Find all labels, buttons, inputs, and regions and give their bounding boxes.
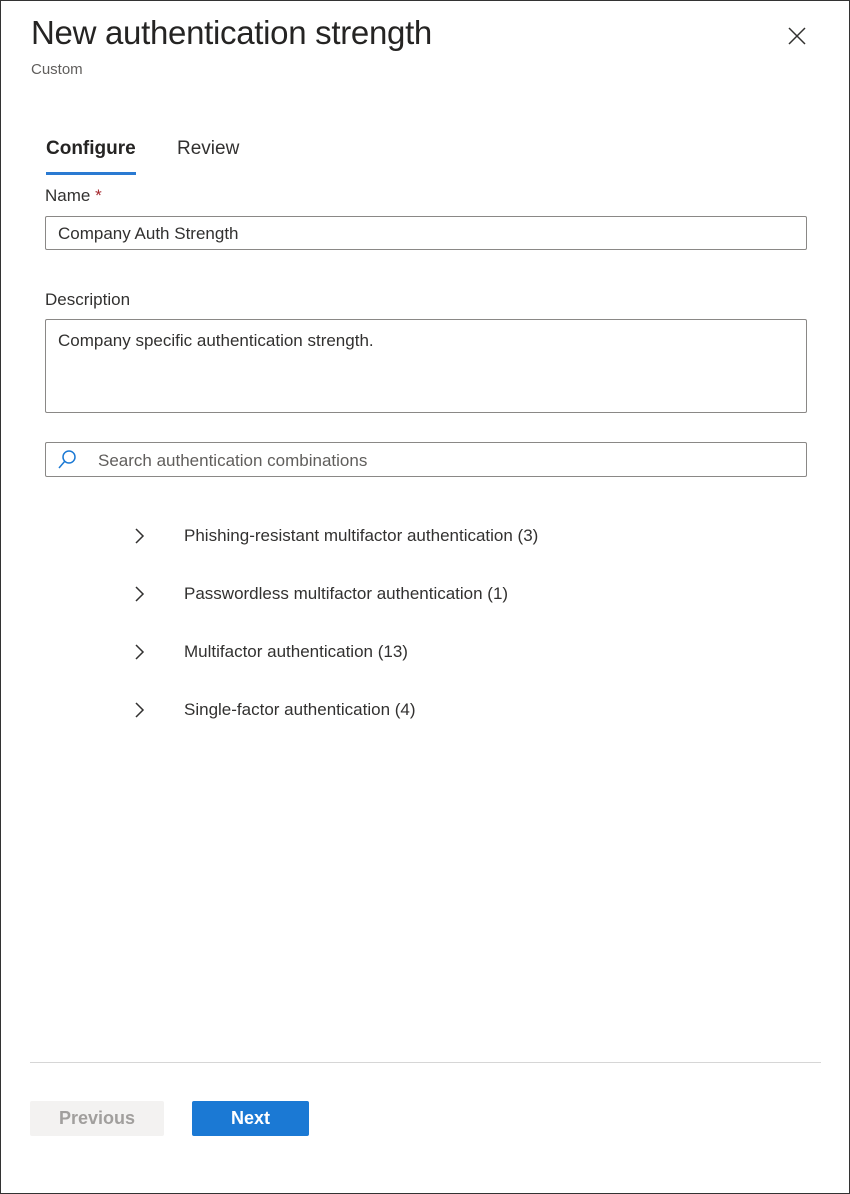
name-label bbox=[45, 186, 102, 206]
tab-review[interactable]: Review bbox=[177, 138, 240, 159]
required-mark: * bbox=[95, 186, 102, 205]
search-icon bbox=[56, 449, 78, 471]
page-title: New authentication strength bbox=[31, 14, 432, 51]
group-label: Single-factor authentication (4) bbox=[184, 700, 416, 719]
page-subtitle: Custom bbox=[31, 61, 83, 78]
chevron-right-icon bbox=[130, 526, 150, 546]
group-multifactor[interactable] bbox=[130, 637, 408, 667]
close-icon[interactable] bbox=[786, 25, 808, 47]
group-label: Phishing-resistant multifactor authentication (3) bbox=[184, 526, 539, 545]
name-input[interactable]: Company Auth Strength bbox=[45, 216, 807, 250]
group-label: Passwordless multifactor authentication (1) bbox=[184, 584, 509, 603]
group-label: Multifactor authentication (13) bbox=[184, 642, 408, 661]
chevron-right-icon bbox=[130, 584, 150, 604]
group-passwordless[interactable] bbox=[130, 579, 508, 609]
search-input[interactable]: Search authentication combinations bbox=[45, 442, 807, 477]
group-single-factor[interactable] bbox=[130, 695, 416, 725]
name-label-text: Name bbox=[45, 186, 91, 205]
group-phishing-resistant[interactable] bbox=[130, 521, 538, 551]
next-button[interactable]: Next bbox=[192, 1101, 309, 1136]
chevron-right-icon bbox=[130, 642, 150, 662]
footer-divider bbox=[30, 1062, 821, 1063]
description-input[interactable]: Company specific authentication strength. bbox=[45, 319, 807, 413]
tab-configure[interactable]: Configure bbox=[46, 138, 136, 159]
previous-button[interactable]: Previous bbox=[30, 1101, 164, 1136]
description-label: Description bbox=[45, 290, 131, 309]
chevron-right-icon bbox=[130, 700, 150, 720]
